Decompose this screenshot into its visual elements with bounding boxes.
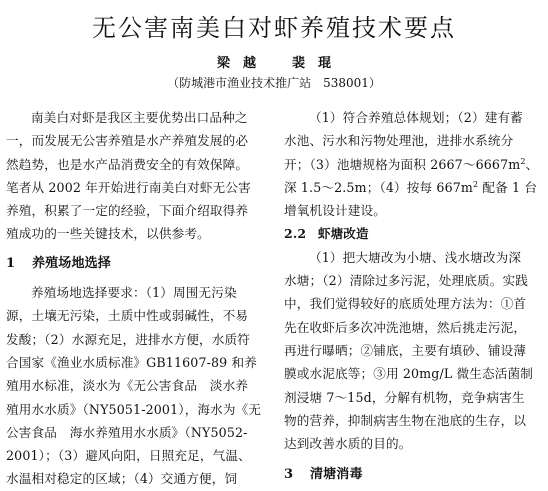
paragraph-line: 膜或水泥底等；③用 20mg/L 微生态活菌制 — [284, 366, 533, 382]
author-1: 梁 越 — [216, 56, 256, 71]
paragraph-line: 笔者从 2002 年开始进行南美白对虾无公害 — [6, 179, 251, 195]
paragraph-line: 中，我们觉得较好的底质处理方法为：①首 — [284, 296, 527, 312]
superscript: 2 — [473, 179, 479, 189]
text-run: 配备 1 台 — [478, 179, 538, 195]
paragraph-line: 一，而发展无公害养殖是水产养殖发展的必 — [6, 133, 249, 149]
section-number: 1 — [6, 255, 16, 271]
text-run: 、 — [525, 156, 539, 172]
paragraph-line: 殖成功的一些关键技术，以供参考。 — [6, 226, 210, 242]
section-number: 3 — [284, 467, 294, 483]
paragraph-line: 达到改善水质的目的。 — [284, 436, 412, 452]
affiliation: （防城港市渔业技术推广站 538001） — [167, 76, 381, 90]
paragraph-line: （1）符合养殖总体规划；（2）建有蓄 — [309, 110, 523, 125]
right-column — [284, 106, 546, 487]
section-heading-3 — [284, 463, 546, 486]
subsection-heading-2-2 — [284, 222, 546, 245]
subsection-number: 2.2 — [284, 226, 307, 242]
paragraph-line: 公害食品 海水养殖用水水质》（NY5052- — [6, 424, 248, 440]
paragraph-line: 物的营养，抑制病害生物在池底的生存，以 — [284, 412, 527, 428]
paragraph-line: 殖用水水质》（NY5051-2001），海水为《无 — [6, 401, 262, 417]
paragraph-line: 增氧机设计建设。 — [284, 203, 386, 219]
superscript: 2 — [520, 156, 526, 166]
paragraph-line — [284, 176, 546, 199]
paragraph-line: 发酸；（2）水源充足，进排水方便，水质符 — [6, 331, 250, 347]
subsection-title: 虾塘改造 — [318, 226, 369, 242]
paragraph-line: 水塘；（2）清除过多污泥，处理底质。实践 — [284, 273, 528, 289]
paragraph-line: 2001）；（3）避风向阳，日照充足，气温、 — [6, 448, 251, 464]
paragraph-line: 合国家《渔业水质标准》GB11607-89 和养 — [6, 354, 257, 370]
left-column — [6, 106, 268, 491]
paper-title: 无公害南美白对虾养殖技术要点 — [92, 14, 456, 42]
paragraph-line: 南美白对虾是我区主要优势出口品种之 — [31, 110, 248, 125]
paragraph-line: 水池、污水和污物处理池，进排水系统分 — [284, 133, 514, 149]
paragraph-line: （1）把大塘改为小塘、浅水塘改为深 — [309, 249, 522, 265]
paragraph-line: 殖用水标准，淡水为《无公害食品 淡水养 — [6, 378, 249, 394]
section-title: 清塘消毒 — [310, 467, 363, 483]
paragraph-line: 水温相对稳定的区域；（4）交通方便，饲 — [6, 471, 238, 487]
paragraph-line: 再进行曝晒；②铺底，主要有填砂、铺设薄 — [284, 342, 527, 358]
paragraph-line: 剂浸塘 7～15d，分解有机物，竞争病害生 — [284, 389, 525, 405]
text-run: 深 1.5～2.5m；（4）按每 667m — [284, 179, 474, 195]
section-title: 养殖场地选择 — [32, 255, 111, 271]
paragraph-line: 源，土壤无污染，土质中性或弱碱性，不易 — [6, 308, 249, 324]
paragraph-line: 先在收虾后多次冲洗池塘，然后挑走污泥， — [284, 319, 527, 335]
text-run: 开；（3）池塘规格为面积 2667～6667m — [284, 156, 521, 172]
section-heading-1 — [6, 252, 268, 275]
author-2: 裴 琨 — [292, 56, 332, 71]
paragraph-line: 然趋势，也是水产品消费安全的有效保障。 — [6, 156, 249, 172]
paragraph-line — [284, 153, 546, 176]
paragraph-line: 养殖场地选择要求：（1）周围无污染 — [31, 285, 237, 301]
paragraph-line: 养殖，积累了一定的经验，下面介绍取得养 — [6, 203, 249, 219]
author-line — [0, 52, 548, 71]
